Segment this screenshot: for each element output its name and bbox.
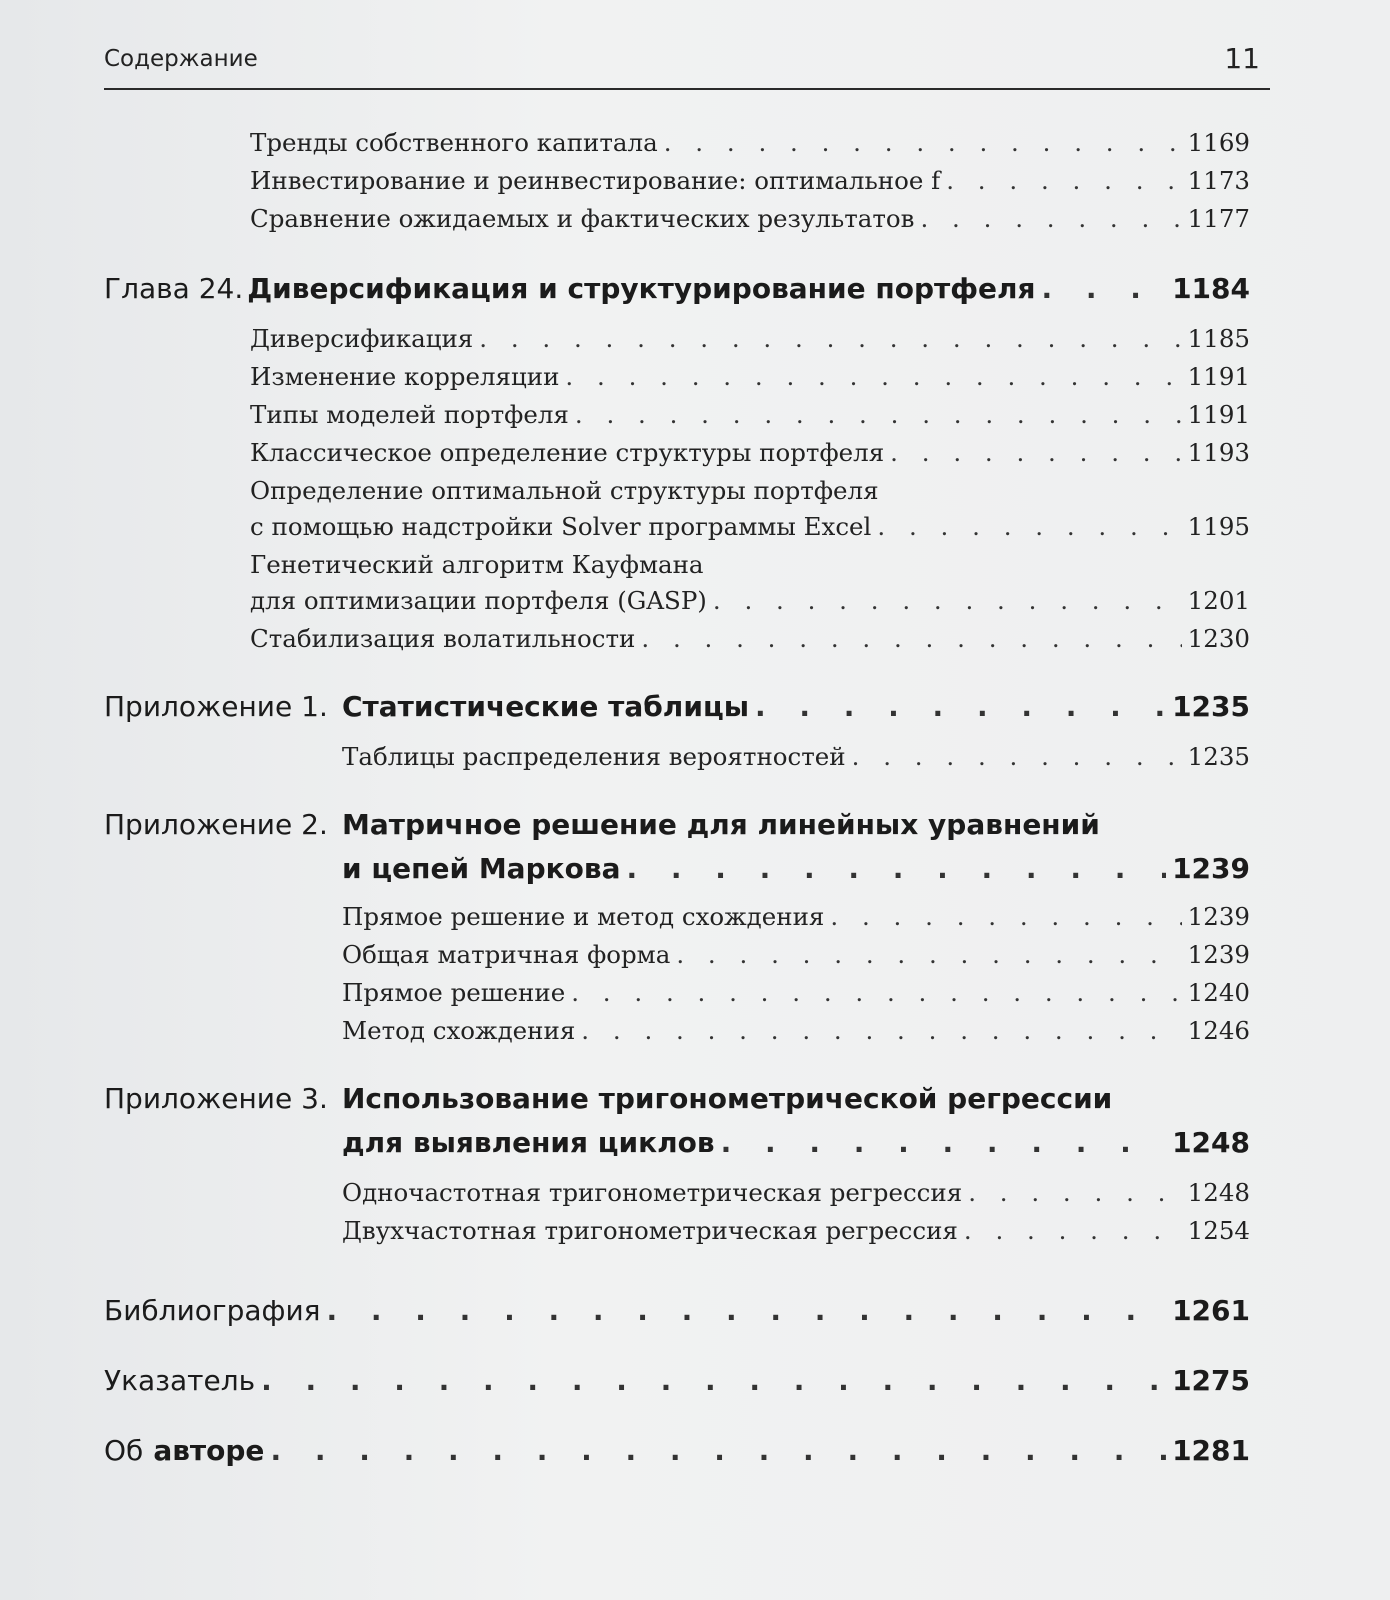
toc-entry[interactable] [250, 396, 1250, 434]
section-title: Библиография [104, 1294, 321, 1327]
toc-entry-page: 1173 [1187, 166, 1250, 195]
toc-entry-title: Сравнение ожидаемых и фактических результатов [250, 204, 915, 233]
toc-entry[interactable] [342, 936, 1250, 974]
toc-chapter-24[interactable] [104, 266, 1250, 312]
appendix-label: Приложение 1. [104, 690, 328, 723]
toc-entry-page: 1246 [1187, 1016, 1250, 1045]
toc-entry-title: Одночастотная тригонометрическая регрессия [342, 1178, 963, 1207]
leader-dots [830, 898, 1181, 936]
leader-dots [755, 684, 1166, 730]
appendix-title: Статистические таблицы [342, 690, 750, 723]
toc-entry[interactable] [250, 620, 1250, 658]
toc-entry[interactable] [342, 1174, 1250, 1212]
chapter-page: 1184 [1172, 272, 1250, 305]
toc-entry-title: Общая матричная форма [342, 940, 671, 969]
leader-dots [571, 974, 1181, 1012]
appendix-title-line2: для выявления циклов [342, 1126, 715, 1159]
leader-dots [575, 396, 1182, 434]
section-label: Об [104, 1434, 144, 1467]
toc-entry-page: 1239 [1187, 940, 1250, 969]
header-page-number: 11 [1224, 42, 1260, 75]
toc-bibliography[interactable] [104, 1288, 1250, 1334]
section-title: авторе [153, 1434, 265, 1467]
appendix-title-line2: и цепей Маркова [342, 852, 621, 885]
header-title: Содержание [104, 46, 258, 72]
toc-entry-page: 1191 [1187, 362, 1250, 391]
toc-entry-page: 1235 [1187, 742, 1250, 771]
toc-entry-page: 1195 [1187, 512, 1250, 541]
toc-entry-title: Инвестирование и реинвестирование: оптимальное f [250, 166, 941, 195]
leader-dots [890, 434, 1181, 472]
leader-dots [713, 582, 1182, 620]
toc-entry[interactable] [342, 898, 1250, 936]
toc-entry-page: 1169 [1187, 128, 1250, 157]
appendix-page: 1239 [1172, 852, 1250, 885]
appendix-title-line1: Матричное решение для линейных уравнений [342, 808, 1100, 841]
leader-dots [676, 936, 1181, 974]
leader-dots [877, 508, 1181, 546]
leader-dots [920, 200, 1181, 238]
toc-entry-page: 1193 [1187, 438, 1250, 467]
toc-entry-page: 1177 [1187, 204, 1250, 233]
toc-entry-title: Таблицы распределения вероятностей [342, 742, 846, 771]
toc-index[interactable] [104, 1358, 1250, 1404]
toc-entry-title-line2: для оптимизации портфеля (GASP) [250, 586, 707, 615]
leader-dots [968, 1174, 1181, 1212]
toc-entry[interactable] [342, 974, 1250, 1012]
toc-entry[interactable] [250, 508, 1250, 546]
toc-entry-title-line2: с помощью надстройки Solver программы Excel [250, 512, 872, 541]
leader-dots [946, 162, 1181, 200]
toc-entry-title: Классическое определение структуры портфеля [250, 438, 885, 467]
toc-entry[interactable] [250, 582, 1250, 620]
toc-entry-title: Метод схождения [342, 1016, 576, 1045]
toc-entry-title: Диверсификация [250, 324, 474, 353]
leader-dots [261, 1358, 1166, 1404]
toc-appendix-2[interactable] [342, 846, 1250, 892]
toc-entry-title: Двухчастотная тригонометрическая регрессия [342, 1216, 958, 1245]
toc-entry-page: 1239 [1187, 902, 1250, 931]
leader-dots [581, 1012, 1181, 1050]
toc-entry-title: Тренды собственного капитала [250, 128, 658, 157]
section-title: Указатель [104, 1364, 256, 1397]
leader-dots [270, 1428, 1166, 1474]
toc-appendix-3[interactable] [342, 1120, 1250, 1166]
leader-dots [964, 1212, 1182, 1250]
running-header [104, 40, 1270, 90]
toc-entry-title: Типы моделей портфеля [250, 400, 569, 429]
toc-entry[interactable] [342, 1012, 1250, 1050]
toc-entry-title-line1: Генетический алгоритм Кауфмана [250, 550, 704, 579]
toc-entry[interactable] [250, 320, 1250, 358]
chapter-title: Диверсификация и структурирование портфеля [247, 272, 1036, 305]
toc-entry[interactable] [342, 1212, 1250, 1250]
leader-dots [626, 846, 1166, 892]
leader-dots [852, 738, 1182, 776]
toc-entry-title-line1: Определение оптимальной структуры портфеля [250, 476, 879, 505]
section-page: 1281 [1172, 1434, 1250, 1467]
toc-entry-title: Прямое решение [342, 978, 566, 1007]
leader-dots [1042, 266, 1167, 312]
section-page: 1261 [1172, 1294, 1250, 1327]
toc-entry[interactable] [250, 200, 1250, 238]
leader-dots [721, 1120, 1166, 1166]
toc-entry-page: 1191 [1187, 400, 1250, 429]
leader-dots [565, 358, 1181, 396]
leader-dots [641, 620, 1181, 658]
appendix-title-line1: Использование тригонометрической регрессии [342, 1082, 1113, 1115]
toc-entry-page: 1254 [1187, 1216, 1250, 1245]
toc-entry[interactable] [342, 738, 1250, 776]
leader-dots [327, 1288, 1167, 1334]
toc-entry-page: 1230 [1187, 624, 1250, 653]
toc-entry-page: 1248 [1187, 1178, 1250, 1207]
appendix-label: Приложение 2. [104, 808, 328, 841]
toc-entry[interactable] [250, 434, 1250, 472]
toc-entry-title: Стабилизация волатильности [250, 624, 636, 653]
section-page: 1275 [1172, 1364, 1250, 1397]
toc-entry-page: 1185 [1187, 324, 1250, 353]
appendix-page: 1235 [1172, 690, 1250, 723]
toc-entry[interactable] [250, 124, 1250, 162]
toc-entry-title: Изменение корреляции [250, 362, 560, 391]
toc-entry-page: 1201 [1187, 586, 1250, 615]
toc-entry[interactable] [250, 162, 1250, 200]
toc-entry[interactable] [250, 358, 1250, 396]
toc-entry-title: Прямое решение и метод схождения [342, 902, 825, 931]
leader-dots [664, 124, 1182, 162]
appendix-page: 1248 [1172, 1126, 1250, 1159]
leader-dots [479, 320, 1181, 358]
toc-about-author[interactable] [104, 1428, 1250, 1474]
chapter-label: Глава 24. [104, 272, 244, 305]
toc-entry-page: 1240 [1187, 978, 1250, 1007]
toc-appendix-1[interactable] [104, 684, 1250, 730]
appendix-label: Приложение 3. [104, 1082, 328, 1115]
